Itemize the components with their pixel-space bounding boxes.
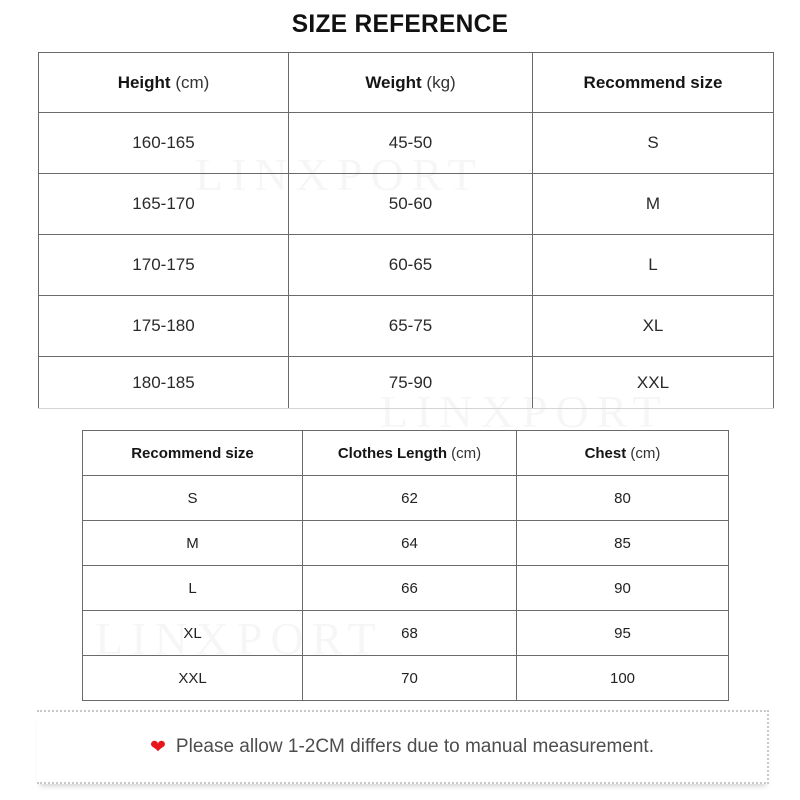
header-height: Height (cm)	[39, 53, 289, 113]
cell-height: 180-185	[39, 357, 289, 409]
measurement-table	[82, 430, 729, 701]
cell-chest: 95	[517, 611, 729, 656]
header-clothes-length: Clothes Length (cm)	[303, 431, 517, 476]
cell-chest: 90	[517, 566, 729, 611]
cell-height: 165-170	[39, 174, 289, 235]
header-recommend-size: Recommend size	[533, 53, 774, 113]
table-row	[83, 656, 729, 701]
table-header-row	[83, 431, 729, 476]
cell-length: 64	[303, 521, 517, 566]
table-row	[83, 521, 729, 566]
cell-chest: 80	[517, 476, 729, 521]
cell-size: M	[83, 521, 303, 566]
cell-chest: 85	[517, 521, 729, 566]
cell-weight: 45-50	[289, 113, 533, 174]
page-title: SIZE REFERENCE	[291, 10, 509, 38]
table-row	[83, 611, 729, 656]
cell-weight: 50-60	[289, 174, 533, 235]
cell-length: 68	[303, 611, 517, 656]
cell-size: L	[83, 566, 303, 611]
cell-height: 170-175	[39, 235, 289, 296]
cell-weight: 60-65	[289, 235, 533, 296]
header-weight: Weight (kg)	[289, 53, 533, 113]
table-row	[39, 357, 774, 409]
cell-chest: 100	[517, 656, 729, 701]
table-row	[83, 476, 729, 521]
table-row	[39, 296, 774, 357]
cell-size: XXL	[83, 656, 303, 701]
heart-icon: ❤	[150, 736, 166, 758]
cell-height: 160-165	[39, 113, 289, 174]
header-recommend-size: Recommend size	[83, 431, 303, 476]
measurement-notice	[37, 710, 769, 784]
cell-size: L	[533, 235, 774, 296]
notice-text: Please allow 1-2CM differs due to manual measurement.	[175, 736, 654, 757]
cell-length: 62	[303, 476, 517, 521]
cell-size: XL	[83, 611, 303, 656]
table-header-row	[39, 53, 774, 113]
cell-height: 175-180	[39, 296, 289, 357]
table-row	[39, 174, 774, 235]
table-row	[39, 235, 774, 296]
cell-length: 70	[303, 656, 517, 701]
header-chest: Chest (cm)	[517, 431, 729, 476]
size-reference-table	[38, 52, 774, 409]
cell-length: 66	[303, 566, 517, 611]
cell-weight: 65-75	[289, 296, 533, 357]
cell-size: XXL	[533, 357, 774, 409]
cell-size: M	[533, 174, 774, 235]
cell-weight: 75-90	[289, 357, 533, 409]
cell-size: S	[83, 476, 303, 521]
cell-size: XL	[533, 296, 774, 357]
table-row	[39, 113, 774, 174]
table-row	[83, 566, 729, 611]
cell-size: S	[533, 113, 774, 174]
